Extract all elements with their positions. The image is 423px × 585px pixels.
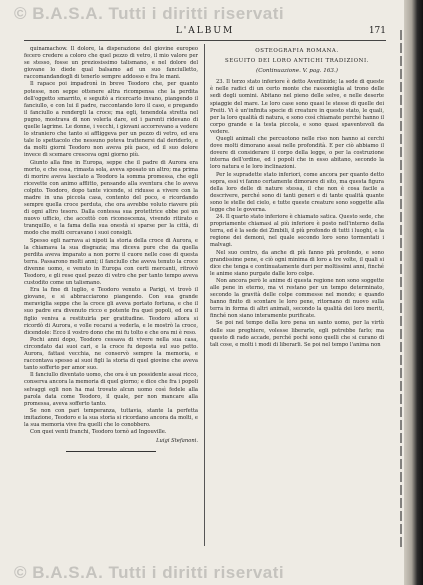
column-divider [204, 44, 205, 546]
paragraph: Quegli animali che percuotono nelle riso non hanno ai cerchi dove molti dimorano assai nelle profondità. E per ciò abbiamo il dovere di considerare il corpo della legge, o per la costruzione interna dell'ordine, ed i popoli che in esso abitano, secondo la loro natura e le loro inclinazioni. [210, 136, 384, 171]
paragraph: Era la fine di luglio, e Teodoro venuto a Parigi, vi trovò il giovane, e si abbracciarono piangendo. Con sua grande meraviglia seppe che la croce gli aveva portato fortuna, e che il suo padre era divenuto ricco e potente fra quei popoli, ed ora il figlio veniva a restituirla per gratitudine. Teodoro allora si ricordò di Aurora, e volle recarsi a vederla, e le mostrò la croce, dicendole: Ecco il vostro dono che mi fu tolto e che ora mi è reso. [24, 287, 198, 336]
paragraph: Pochi anni dopo, Teodoro cessava di vivere nella sua casa, circondato dai suoi cari, e la croce fu deposta sul suo petto. Aurora, fattasi vecchia, ne conservò sempre la memoria, e raccontava spesso ai suoi figli la storia di quel giovine che aveva tanto sofferto per amor suo. [24, 336, 198, 372]
paragraph: Il rapace poi impadronì in breve Teodoro che, per quanto potesse, non seppe ottenere altra ricompensa che la perdita dell'oggetto smarrito, e seguitò a ricercarlo invano, piangendo il fanciullo, e con lui il padre, raccontando loro il caso, e pregando il fanciullo a rendergli la croce; ma egli, tenendola stretta nel pugno, mostrava di non volerla dare, ed i parenti ridevano di quelle lagrime. Le donne, i vecchi, i giovani accorrevano a vedere lo straniero che tanto si affliggeva per un pezzo di vetro, ed era tale lo spettacolo che nessuno poteva trattenersi dal deriderlo, e da molti giorni Teodoro non aveva più pace, ed il suo dolore invece di scemare cresceva ogni giorno più. [24, 81, 198, 159]
paragraph: Spesso egli narrava ai nipoti la storia della croce di Aurora, e la chiamava la sua disgrazia; ma diceva pure che da quella perdita aveva imparato a non porre il cuore nelle cose di questa terra. Passarono molti anni; il fanciullo che aveva tenuto la croce divenne uomo, e venuto in Europa con certi mercanti, ritrovò Teodoro, e gli rese quel pezzo di vetro che per tanto tempo aveva custodito come un talismano. [24, 237, 198, 287]
paragraph: Il fanciullo diventato uomo, che ora è un possidente assai ricco, conserva ancora la memoria di quel giorno; e dice che fra i popoli selvaggi egli non ha mai trovato alcun uomo così fedele alla parola data come Teodoro, il quale, per non mancare alla promessa, aveva sofferto tanto. [24, 372, 198, 407]
page-number: 171 [368, 26, 386, 36]
continuation-note: (Continuazione. V. pag. 163.) [256, 68, 338, 75]
paragraph: quinamachow. Il dolore, la disperazione del giovine europeo fecero credere a coloro che quel pezzo di vetro, il mio valore per se stesso, fosse un preziosissimo talismano, e nel dolore del giovane lo diede qual balsamo ad un suo fanciulletto, raccomandandogli di tenerlo sempre addosso e fra le mani. [24, 46, 198, 81]
right-column [210, 46, 384, 546]
paragraph: Per le supradette stato inferiori, come ancora per quanto detto sopra, essi vi fanno certamente dimorare di sito, ma questa figura della loro delle di nature stessa, il che non è cosa facile a descrivere, perché sono di tanti generi e di tante qualità quante sono le stelle del cielo, e tutte queste creature sono soggette alla legge che le governa. [210, 171, 384, 213]
paragraph: 24. Il quarto stato inferiore è chiamato satica. Questo sede, che propriamente chiamasi al più inferiore è posto nell'interno della terra, ed è la sede dei Zimbili, il più profondo di tutti i luoghi, e la regione dei demoni, nel quale secondo loro sono tormentati i malvagi. [210, 214, 384, 249]
section-divider [66, 451, 156, 452]
paragraph: Giunto alla fine in Europa, seppe che il padre di Aurora era morto, e che essa, rimasta sola, aveva sposato un altro; ma prima di morire aveva lasciato a Teodoro la somma promessa, che egli ricevette con animo afflitto, pensando alla sventura che lo aveva colpito. Teodoro, dopo tante vicende, si ridusse a vivere con la madre in una piccola casa, contento del poco, e ricordando sempre quella croce perduta, che ora avrebbe voluto riavere più di ogni altro tesoro. Dalla contessa sua protettrice ebbe poi un nuovo ufficio, che accettò con riconoscenza, vivendo ritirato e tranquillo, e la fama della sua onestà si sparse per la città, di modo che molti cercavano i suoi consigli. [24, 159, 198, 237]
book-spine [404, 0, 423, 585]
watermark-bottom: © B.A.S.A. Tutti i diritti riservati [14, 563, 285, 582]
page-edge-shadow [392, 30, 402, 550]
paragraph: Se non con pari temperanza, tuttavia, stante la perfetta imitazione, Teodoro e la sua storia si ricordano ancora da molti, e la sua memoria vive fra quelli che lo conobbero. [24, 407, 198, 428]
section-title: OSTEOGRAFIA ROMANA. [255, 48, 339, 54]
paragraph: Con quei venti franchi, Teodoro tornò ad Ingouville. [30, 429, 167, 436]
page-title: L'ALBUM [175, 26, 235, 36]
paragraph: Nel suo centro, da anche di più fanno più profondo, e sono grandissime pene, e ciò ogni minima di loro a tre volte, il quali si dice che tenga e continuatamente duri per moltissimi anni, finché le anime siano purgate dalle loro colpe. [210, 249, 384, 277]
author-signature: Luigi Stefanoni. [156, 438, 198, 445]
paragraph: Se poi nel tempo della loro pena un santo uomo, per la virtù delle sue preghiere, volesse liberarle, egli potrebbe farlo; ma questo di rado accade, perché pochi sono quelli che si curano di tali cose, e molti i modi di liberarli. Se poi nel tempo l'anima non [210, 320, 384, 348]
header-rule [24, 40, 386, 41]
section-subtitle: SEGUITO DEI LORO ANTICHI TRADIZIONI. [224, 58, 370, 65]
left-column [24, 46, 198, 546]
watermark-top: © B.A.S.A. Tutti i diritti riservati [14, 4, 285, 23]
paragraph: Non ancora però le anime di questa regione non sono soggette alle pene in eterno, ma vi restano per un tempo determinato, secondo la gravità delle colpe commesse nel mondo; e quando hanno finito di scontare le loro pene, ritornano di nuovo sulla terra in forma di altri animali, secondo la qualità dei loro meriti, finché non siano interamente purificate. [210, 277, 384, 320]
paragraph: 23. Il terzo stato inferiore è detto Aventinide; la sede di queste è nelle radici di un certo monte che rassomiglia al trono delle sedi degli uomini. Abitano nel pieno delle selve, e nelle deserte spiaggie del mare. Le loro case sono quasi le stesse di quelle dei Preiti. Vi è un'infinita specie di creature in questo stato, le quali, per la loro qualità di natura, e sono così chiamate perché hanno il corpo grande e la testa piccola, e sono quasi spaventevoli da vedere. [210, 79, 384, 135]
